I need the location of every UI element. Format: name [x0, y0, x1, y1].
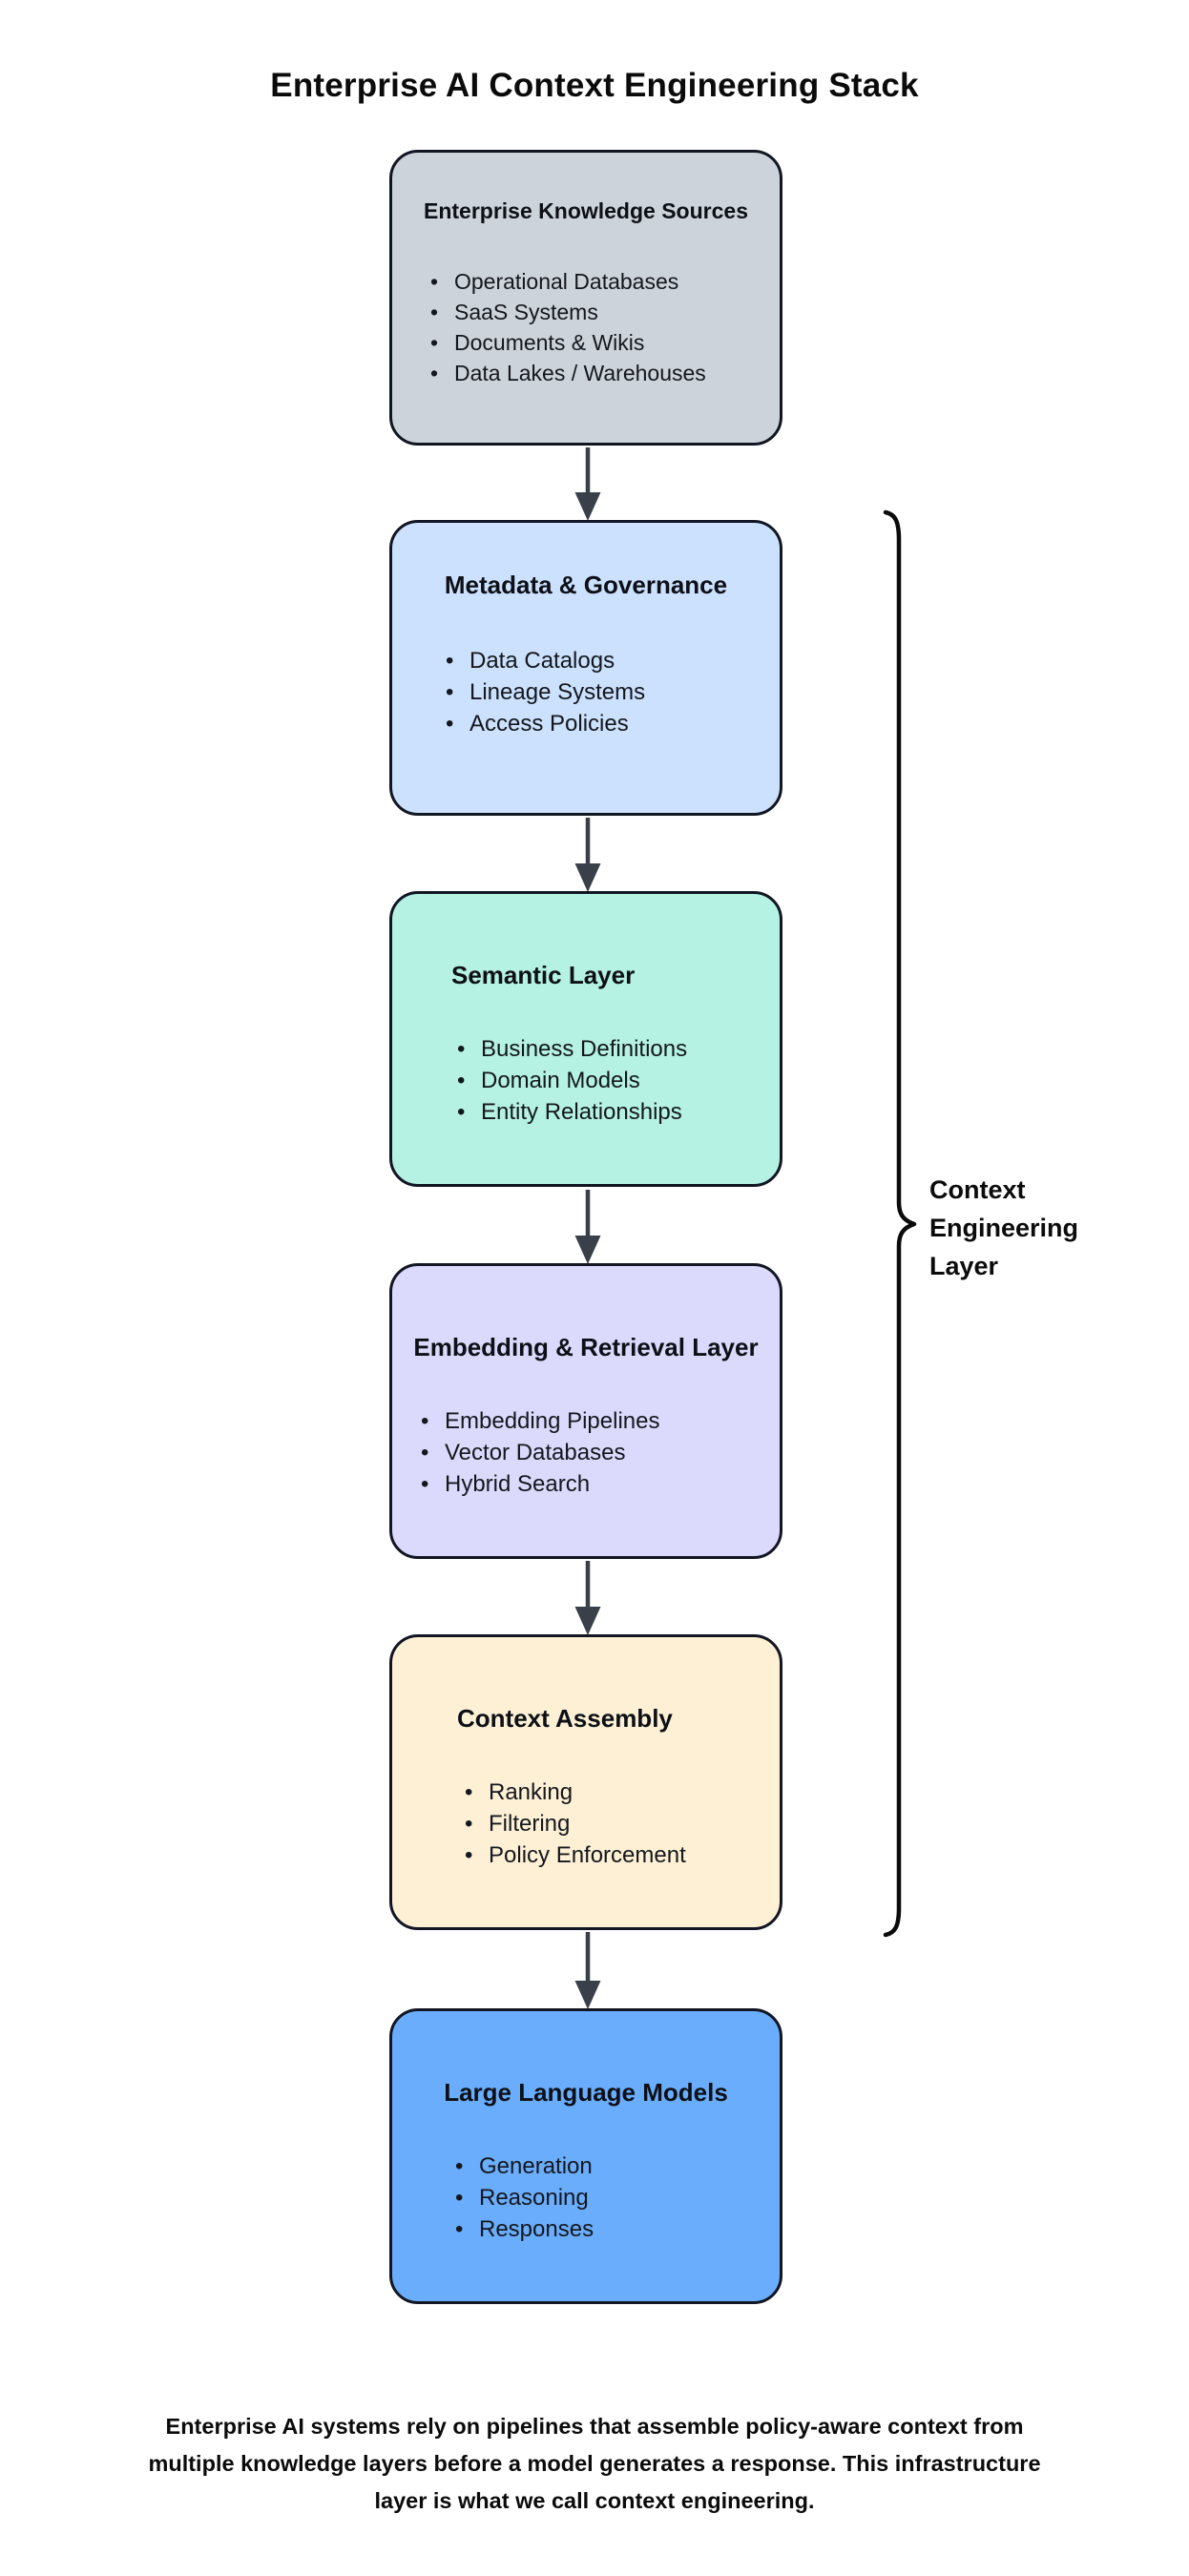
list-item: • Ranking [463, 1776, 780, 1808]
layer-heading: Enterprise Knowledge Sources [424, 198, 748, 223]
layer-heading: Embedding & Retrieval Layer [413, 1333, 759, 1361]
bracket-label-line: Context [929, 1175, 1026, 1204]
layer-bullet-list [392, 2150, 780, 2245]
list-item: • Hybrid Search [419, 1468, 780, 1500]
layer-bullet-list [392, 1033, 780, 1128]
list-item: • Policy Enforcement [463, 1839, 780, 1871]
list-item: • Vector Databases [419, 1437, 780, 1468]
list-item: • Responses [453, 2213, 780, 2245]
down-arrow [575, 818, 601, 892]
list-item: • Embedding Pipelines [419, 1405, 780, 1437]
layer-box-context-assembly [389, 1634, 782, 1930]
down-arrow [575, 1932, 601, 2009]
list-item: • Operational Databases [428, 266, 780, 297]
layer-heading: Large Language Models [444, 2078, 728, 2107]
layer-bullet-list [392, 1776, 780, 1871]
list-item: • Data Lakes / Warehouses [428, 358, 780, 388]
layer-heading: Metadata & Governance [444, 571, 728, 599]
list-item: • Domain Models [455, 1065, 780, 1096]
list-item: • Reasoning [453, 2182, 780, 2213]
layer-box-enterprise-knowledge-sources [389, 150, 782, 446]
layer-box-semantic-layer [389, 891, 782, 1187]
caption-line: multiple knowledge layers before a model generates a response. This infrastructure [148, 2451, 1041, 2476]
curly-brace [886, 512, 914, 1935]
layer-box-large-language-models [389, 2008, 782, 2304]
caption-line: Enterprise AI systems rely on pipelines that assemble policy-aware context from [165, 2414, 1024, 2439]
caption-line: layer is what we call context engineering. [374, 2488, 815, 2513]
layer-bullet-list [392, 266, 780, 388]
down-arrow [575, 447, 601, 521]
layer-box-metadata-governance [389, 520, 782, 816]
layer-bullet-list [392, 1405, 780, 1500]
layer-heading: Semantic Layer [451, 961, 636, 989]
caption [0, 2408, 1189, 2520]
list-item: • Generation [453, 2150, 780, 2182]
bracket-label [929, 1171, 1078, 1285]
down-arrow [575, 1190, 601, 1264]
list-item: • Entity Relationships [455, 1096, 780, 1128]
bracket-label-line: Layer [929, 1252, 999, 1280]
list-item: • Filtering [463, 1808, 780, 1839]
bracket-label-line: Engineering [929, 1214, 1079, 1242]
layer-bullet-list [392, 645, 780, 739]
list-item: • Lineage Systems [444, 676, 780, 708]
list-item: • Data Catalogs [444, 645, 780, 676]
list-item: • Documents & Wikis [428, 327, 780, 358]
list-item: • Access Policies [444, 708, 780, 739]
down-arrow [575, 1561, 601, 1635]
layer-heading: Context Assembly [457, 1704, 673, 1733]
list-item: • SaaS Systems [428, 297, 780, 327]
layer-box-embedding-retrieval-layer [389, 1263, 782, 1559]
list-item: • Business Definitions [455, 1033, 780, 1065]
diagram-title: Enterprise AI Context Engineering Stack [270, 67, 919, 104]
